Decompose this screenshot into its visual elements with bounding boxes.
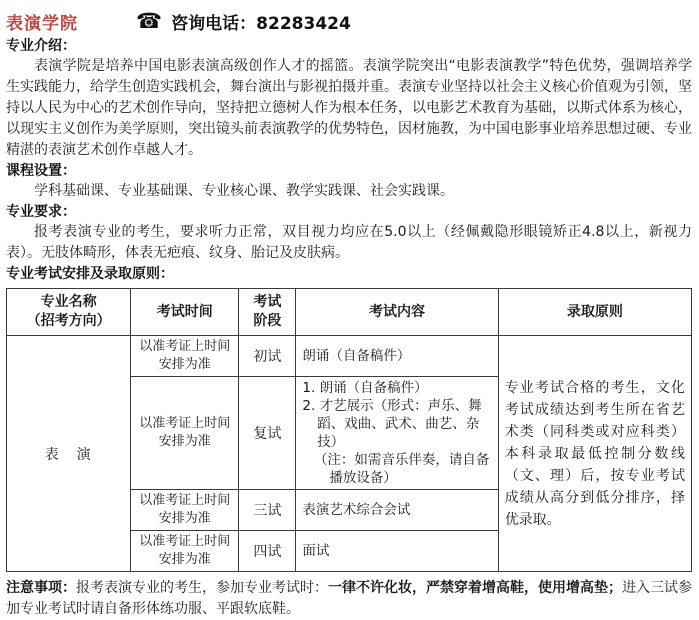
header-major: 专业名称 （招考方向） bbox=[7, 289, 131, 336]
exam-table-header-row bbox=[7, 289, 692, 336]
courses-heading: 课程设置： bbox=[6, 163, 76, 179]
major-name-cell: 表 演 bbox=[7, 336, 131, 572]
header-stage: 考试 阶段 bbox=[239, 289, 296, 336]
notes-emphasis: 一律不许化妆，严禁穿着增高鞋，使用增高垫； bbox=[328, 580, 622, 596]
phone-icon: ☎ bbox=[136, 8, 163, 33]
content-cell: 1. 朗诵（自备稿件） 2. 才艺展示（形式：声乐、舞蹈、戏曲、武术、曲艺、杂技） （注：如需音乐伴奏，请自备播放设备） bbox=[296, 377, 498, 490]
content-cell: 表演艺术综合会试 bbox=[296, 490, 498, 531]
time-cell: 以准考证上时间 安排为准 bbox=[131, 377, 239, 490]
courses-paragraph: 学科基础课、专业基础课、专业核心课、教学实践课、社会实践课。 bbox=[34, 183, 454, 199]
stage-cell: 初试 bbox=[239, 336, 296, 377]
page-title: 表演学院 bbox=[6, 13, 78, 34]
admission-principle-cell: 专业考试合格的考生，文化考试成绩达到考生所在省艺术类（同科类或对应科类）本科录取最低控制分数线（文、理）后，按专业考试成绩从高分到低分排序，择优录取。 bbox=[498, 336, 691, 572]
exam-table bbox=[6, 288, 692, 572]
stage-cell: 三试 bbox=[239, 490, 296, 531]
notes-rest: 进入三试参加专业考试时请自备形体练功服、平跟软底鞋。 bbox=[6, 580, 692, 617]
notes-paragraph bbox=[6, 578, 692, 620]
header-principle: 录取原则 bbox=[498, 289, 691, 336]
notes-label: 注意事项： bbox=[6, 580, 76, 596]
header-time: 考试时间 bbox=[131, 289, 239, 336]
intro-paragraph: 表演学院是培养中国电影表演高级创作人才的摇篮。表演学院突出“电影表演教学”特色优势，强调培养学生实践能力，给学生创造实践机会，舞台演出与影视拍摄并重。表演专业坚持以社会主义核心价值观为引领，坚持以人民为中心的艺术创作导向，坚持把立德树人作为根本任务，以电影艺术教育为基础，以斯式体系为核心，以现实主义创作为美学原则，突出镜头前表演教学的优势特色，因材施教，为中国电影事业培养思想过硬、专业精湛的表演艺术创作卓越人才。 bbox=[6, 58, 692, 158]
content-cell: 面试 bbox=[296, 531, 498, 572]
page-header bbox=[6, 8, 692, 34]
time-cell: 以准考证上时间 安排为准 bbox=[131, 490, 239, 531]
header-content: 考试内容 bbox=[296, 289, 498, 336]
requirements-paragraph: 报考表演专业的考生，要求听力正常，双目视力均应在5.0以上（经佩戴隐形眼镜矫正4.8以上，新视力表）。无肢体畸形，体表无疤痕、纹身、胎记及皮肤病。 bbox=[6, 224, 692, 261]
stage-cell: 四试 bbox=[239, 531, 296, 572]
phone-number: 咨询电话：82283424 bbox=[171, 13, 351, 34]
exam-heading: 专业考试安排及录取原则： bbox=[6, 266, 174, 282]
requirements-heading: 专业要求： bbox=[6, 204, 76, 220]
intro-heading: 专业介绍： bbox=[6, 38, 76, 54]
content-cell: 朗诵（自备稿件） bbox=[296, 336, 498, 377]
stage-cell: 复试 bbox=[239, 377, 296, 490]
time-cell: 以准考证上时间 安排为准 bbox=[131, 336, 239, 377]
time-cell: 以准考证上时间 安排为准 bbox=[131, 531, 239, 572]
phone-block bbox=[136, 9, 351, 34]
notes-intro: 报考表演专业的考生，参加专业考试时： bbox=[76, 580, 328, 596]
table-row bbox=[7, 336, 692, 377]
